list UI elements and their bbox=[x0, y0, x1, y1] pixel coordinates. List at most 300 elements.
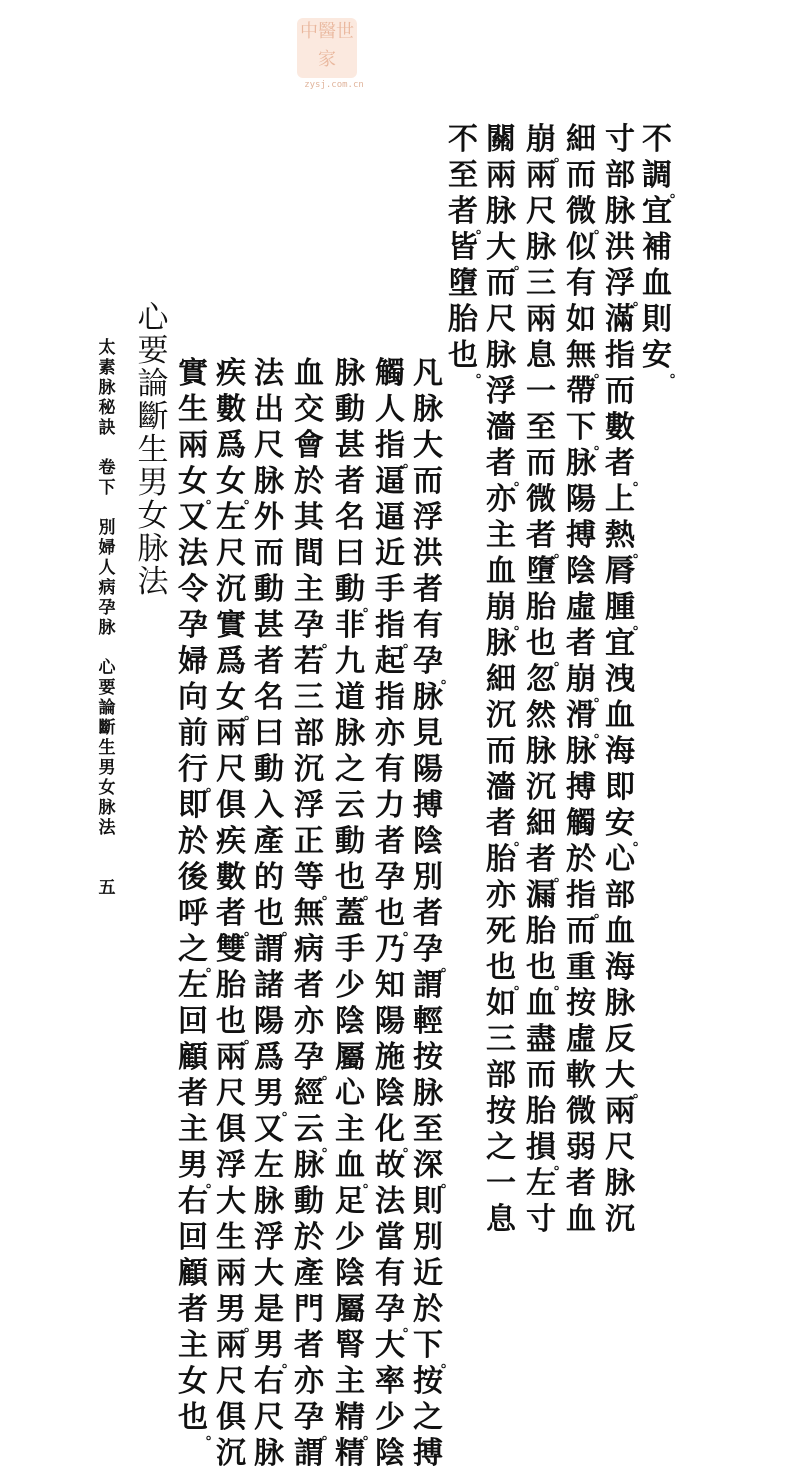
glyph: 於 bbox=[178, 824, 208, 859]
glyph: 陽 bbox=[375, 1004, 405, 1039]
glyph: 尺 bbox=[254, 428, 284, 463]
glyph: 會 bbox=[294, 428, 324, 463]
glyph: 九 bbox=[335, 644, 365, 679]
glyph: 云 。 bbox=[294, 1112, 336, 1155]
glyph: 亦 bbox=[375, 716, 405, 751]
punctuation-circle: 。 bbox=[554, 869, 568, 885]
glyph: 墮 bbox=[448, 266, 478, 301]
glyph: 男 。 bbox=[216, 1292, 258, 1335]
glyph: 數 bbox=[216, 860, 246, 895]
glyph: 無 。 bbox=[566, 338, 608, 381]
glyph: 者 bbox=[294, 968, 324, 1003]
punctuation-circle: 。 bbox=[670, 365, 684, 381]
glyph: 似 bbox=[566, 230, 596, 265]
glyph: 大 bbox=[254, 1256, 284, 1291]
glyph: 指 bbox=[605, 338, 635, 373]
punctuation-circle: 。 bbox=[403, 1319, 417, 1335]
glyph: 斷 bbox=[137, 399, 169, 435]
glyph: 法 bbox=[98, 818, 116, 838]
glyph: 弱 bbox=[566, 1130, 596, 1165]
glyph: 左 bbox=[178, 968, 208, 1003]
punctuation-circle: 。 bbox=[206, 779, 220, 795]
glyph: 沉 bbox=[486, 698, 516, 733]
punctuation-circle: 。 bbox=[363, 599, 377, 615]
glyph: 上 bbox=[605, 482, 635, 517]
glyph: 三 bbox=[486, 1022, 516, 1057]
glyph: 生 bbox=[178, 392, 208, 427]
glyph: 施 bbox=[375, 1040, 405, 1075]
glyph: 海 bbox=[605, 734, 635, 769]
glyph: 男 。 bbox=[254, 1076, 296, 1119]
glyph: 熱 。 bbox=[605, 518, 647, 561]
footer-book-title bbox=[92, 338, 122, 438]
glyph: 名 bbox=[254, 680, 284, 715]
glyph: 脉 bbox=[605, 194, 635, 229]
glyph: 孕 。 bbox=[294, 608, 336, 651]
glyph: 少 bbox=[375, 1400, 405, 1435]
glyph: 陰 bbox=[375, 1436, 405, 1471]
glyph: 一 bbox=[526, 374, 556, 409]
glyph: 婦 bbox=[178, 644, 208, 679]
text-column-4 bbox=[524, 122, 568, 1238]
glyph: 門 bbox=[294, 1292, 324, 1327]
glyph: 別 bbox=[413, 1220, 443, 1255]
glyph: 俱 bbox=[216, 1112, 246, 1147]
column-text bbox=[176, 356, 220, 1443]
glyph: 者 。 bbox=[526, 842, 568, 885]
glyph: 尺 bbox=[254, 1400, 284, 1435]
glyph: 曰 bbox=[335, 536, 365, 571]
glyph: 崩 。 bbox=[566, 662, 608, 705]
glyph: 入 bbox=[254, 788, 284, 823]
punctuation-circle: 。 bbox=[322, 1067, 336, 1083]
glyph: 血 bbox=[526, 986, 556, 1021]
glyph: 血 bbox=[642, 266, 672, 301]
glyph: 屬 bbox=[335, 1040, 365, 1075]
glyph: 心 bbox=[605, 842, 635, 877]
punctuation-circle: 。 bbox=[633, 833, 647, 849]
glyph: 於 bbox=[294, 464, 324, 499]
glyph: 死 bbox=[486, 914, 516, 949]
text-column-13 bbox=[176, 356, 220, 1443]
watermark-logo-text: 中醫世家 bbox=[300, 21, 354, 70]
glyph: 者 。 bbox=[486, 806, 528, 849]
glyph: 細 bbox=[526, 806, 556, 841]
glyph: 胎 bbox=[526, 590, 556, 625]
glyph: 足 bbox=[335, 1184, 365, 1219]
glyph: 而 bbox=[254, 536, 284, 571]
glyph: 孕 。 bbox=[413, 932, 455, 975]
glyph: 宜 bbox=[642, 194, 672, 229]
glyph: 脉 bbox=[566, 734, 596, 769]
glyph: 力 bbox=[375, 788, 405, 823]
glyph: 有 bbox=[375, 1256, 405, 1291]
column-text bbox=[524, 122, 568, 1238]
glyph: 兩 bbox=[526, 158, 556, 193]
glyph: 而 bbox=[566, 158, 596, 193]
glyph: 非 bbox=[335, 608, 365, 643]
glyph: 主 bbox=[294, 572, 324, 607]
punctuation-circle: 。 bbox=[206, 491, 220, 507]
glyph: 故 bbox=[375, 1148, 405, 1183]
glyph: 脉 bbox=[526, 230, 556, 265]
glyph: 部 bbox=[605, 878, 635, 913]
glyph: 浮 bbox=[254, 1220, 284, 1255]
glyph: 微 bbox=[526, 482, 556, 517]
glyph: 動 bbox=[254, 572, 284, 607]
glyph: 血 bbox=[605, 698, 635, 733]
glyph: 外 bbox=[254, 500, 284, 535]
glyph: 脉 bbox=[294, 1148, 324, 1183]
glyph: 陽 bbox=[413, 752, 443, 787]
punctuation-circle: 。 bbox=[206, 959, 220, 975]
glyph: 女 bbox=[98, 778, 116, 798]
glyph: 率 bbox=[375, 1364, 405, 1399]
glyph: 也 。 bbox=[526, 626, 568, 669]
column-text bbox=[446, 122, 490, 381]
glyph: 胎 bbox=[216, 968, 246, 1003]
punctuation-circle: 。 bbox=[633, 545, 647, 561]
glyph: 而 bbox=[486, 734, 516, 769]
glyph: 脉 bbox=[413, 1076, 443, 1111]
glyph: 胎 bbox=[486, 842, 516, 877]
glyph: 秘 bbox=[98, 398, 116, 418]
glyph: 化 。 bbox=[375, 1112, 417, 1155]
punctuation-circle: 。 bbox=[514, 257, 528, 273]
punctuation-circle: 。 bbox=[403, 635, 417, 651]
glyph: 疾 bbox=[216, 356, 246, 391]
glyph: 正 bbox=[294, 824, 324, 859]
glyph: 陰 bbox=[566, 554, 596, 589]
glyph: 左 bbox=[216, 500, 246, 535]
footer-text bbox=[92, 658, 122, 838]
punctuation-circle: 。 bbox=[244, 1031, 258, 1047]
glyph: 逼 bbox=[375, 464, 405, 499]
glyph: 蓋 bbox=[335, 896, 365, 931]
glyph: 然 bbox=[526, 698, 556, 733]
glyph: 也 。 bbox=[486, 950, 528, 993]
glyph: 產 bbox=[254, 824, 284, 859]
glyph: 右 bbox=[178, 1184, 208, 1219]
glyph: 又 bbox=[178, 500, 208, 535]
glyph: 陰 bbox=[335, 1004, 365, 1039]
glyph: 男 。 bbox=[178, 1148, 220, 1191]
glyph: 數 bbox=[216, 392, 246, 427]
glyph: 者 。 bbox=[216, 896, 258, 939]
glyph: 脉 bbox=[335, 716, 365, 751]
glyph: 部 bbox=[294, 716, 324, 751]
punctuation-circle: 。 bbox=[594, 725, 608, 741]
glyph: 孕 bbox=[98, 598, 116, 618]
punctuation-circle: 。 bbox=[554, 653, 568, 669]
punctuation-circle: 。 bbox=[514, 833, 528, 849]
glyph: 血 。 bbox=[335, 1148, 377, 1191]
glyph: 沉 bbox=[216, 1436, 246, 1471]
glyph: 搏 bbox=[566, 770, 596, 805]
glyph: 孕 。 bbox=[294, 1400, 336, 1443]
glyph: 心 bbox=[335, 1076, 365, 1111]
glyph: 墮 bbox=[526, 554, 556, 589]
glyph: 於 bbox=[294, 1220, 324, 1255]
glyph: 忽 bbox=[526, 662, 556, 697]
glyph: 大 bbox=[375, 1328, 405, 1363]
punctuation-circle: 。 bbox=[633, 1085, 647, 1101]
glyph: 別 bbox=[413, 860, 443, 895]
glyph: 血 bbox=[605, 914, 635, 949]
glyph: 兩 bbox=[605, 1094, 635, 1129]
glyph: 輕 bbox=[413, 1004, 443, 1039]
glyph: 道 bbox=[335, 680, 365, 715]
glyph: 細 bbox=[486, 662, 516, 697]
glyph: 寸 bbox=[526, 1202, 556, 1237]
glyph: 卷 bbox=[98, 458, 116, 478]
punctuation-circle: 。 bbox=[441, 1355, 455, 1371]
glyph: 者 bbox=[178, 1076, 208, 1111]
text-column-12 bbox=[214, 356, 258, 1472]
glyph: 微 。 bbox=[566, 194, 608, 237]
punctuation-circle: 。 bbox=[441, 959, 455, 975]
glyph: 者 bbox=[294, 1328, 324, 1363]
glyph: 則 bbox=[642, 302, 672, 337]
glyph: 脉 bbox=[335, 356, 365, 391]
punctuation-circle: 。 bbox=[244, 1319, 258, 1335]
glyph: 法 bbox=[375, 1184, 405, 1219]
glyph: 知 bbox=[375, 968, 405, 1003]
footer-volume bbox=[92, 458, 122, 498]
glyph: 要 bbox=[137, 333, 169, 369]
glyph: 損 。 bbox=[526, 1130, 568, 1173]
glyph: 法 bbox=[178, 536, 208, 571]
glyph: 之 。 bbox=[178, 932, 220, 975]
glyph: 脉 bbox=[98, 378, 116, 398]
punctuation-circle: 。 bbox=[554, 545, 568, 561]
glyph: 陰 bbox=[375, 1076, 405, 1111]
glyph: 孕 。 bbox=[375, 1292, 417, 1335]
glyph: 甚 bbox=[254, 608, 284, 643]
glyph: 胎 bbox=[526, 1094, 556, 1129]
punctuation-circle: 。 bbox=[670, 185, 684, 201]
glyph: 心 bbox=[137, 300, 169, 336]
glyph: 精 。 bbox=[335, 1400, 377, 1443]
glyph: 男 bbox=[137, 465, 169, 501]
glyph: 女 。 bbox=[216, 680, 258, 723]
punctuation-circle: 。 bbox=[322, 1427, 336, 1443]
glyph: 屬 bbox=[335, 1292, 365, 1327]
glyph: 間 bbox=[294, 536, 324, 571]
glyph: 者 bbox=[375, 824, 405, 859]
glyph: 近 bbox=[375, 536, 405, 571]
glyph: 素 bbox=[98, 358, 116, 378]
glyph: 孕 bbox=[375, 860, 405, 895]
glyph: 者 bbox=[413, 896, 443, 931]
column-text bbox=[411, 356, 455, 1472]
glyph: 要 bbox=[98, 678, 116, 698]
text-column-2 bbox=[603, 122, 647, 1238]
glyph: 脉 bbox=[254, 1436, 284, 1471]
glyph: 指 。 bbox=[375, 428, 417, 471]
glyph: 脉 bbox=[605, 986, 635, 1021]
glyph: 謂 bbox=[254, 932, 284, 967]
glyph: 洪 bbox=[605, 230, 635, 265]
glyph: 手 bbox=[335, 932, 365, 967]
glyph: 亦 bbox=[294, 1004, 324, 1039]
glyph: 者 bbox=[566, 626, 596, 661]
glyph: 者 。 bbox=[448, 194, 490, 237]
glyph: 回 bbox=[178, 1004, 208, 1039]
glyph: 謂 bbox=[294, 1436, 324, 1471]
glyph: 不 bbox=[642, 122, 672, 157]
glyph: 向 bbox=[178, 680, 208, 715]
glyph: 沉 bbox=[216, 572, 246, 607]
glyph: 息 bbox=[486, 1202, 516, 1237]
glyph: 微 bbox=[566, 1094, 596, 1129]
punctuation-circle: 。 bbox=[363, 1175, 377, 1191]
glyph: 產 bbox=[294, 1256, 324, 1291]
glyph: 孕 bbox=[178, 608, 208, 643]
glyph: 沉 bbox=[605, 1202, 635, 1237]
glyph: 左 bbox=[526, 1166, 556, 1201]
glyph: 而 bbox=[526, 446, 556, 481]
glyph: 無 bbox=[294, 896, 324, 931]
glyph: 女 。 bbox=[216, 464, 258, 507]
glyph: 浮 bbox=[413, 500, 443, 535]
glyph: 尺 bbox=[216, 1364, 246, 1399]
glyph: 精 bbox=[335, 1436, 365, 1471]
glyph: 交 bbox=[294, 392, 324, 427]
punctuation-circle: 。 bbox=[244, 491, 258, 507]
glyph: 有 bbox=[375, 752, 405, 787]
glyph: 血 bbox=[566, 1202, 596, 1237]
glyph: 至 bbox=[448, 158, 478, 193]
glyph: 動 bbox=[294, 1184, 324, 1219]
glyph: 者 bbox=[413, 572, 443, 607]
glyph: 俱 bbox=[216, 788, 246, 823]
punctuation-circle: 。 bbox=[441, 1175, 455, 1191]
glyph: 動 bbox=[335, 824, 365, 859]
glyph: 滿 bbox=[605, 302, 635, 337]
glyph: 俱 bbox=[216, 1400, 246, 1435]
glyph: 補 bbox=[642, 230, 672, 265]
glyph: 崩 。 bbox=[486, 590, 528, 633]
glyph: 動 。 bbox=[335, 572, 377, 615]
glyph: 而 bbox=[526, 1058, 556, 1093]
column-text bbox=[603, 122, 647, 1238]
glyph: 謂 bbox=[413, 968, 443, 1003]
punctuation-circle: 。 bbox=[206, 1175, 220, 1191]
glyph: 指 bbox=[375, 680, 405, 715]
glyph: 按 bbox=[413, 1364, 443, 1399]
glyph: 指 。 bbox=[566, 878, 608, 921]
glyph: 海 bbox=[605, 950, 635, 985]
glyph: 生 bbox=[98, 738, 116, 758]
glyph: 細 bbox=[566, 122, 596, 157]
glyph: 主 bbox=[335, 1364, 365, 1399]
punctuation-circle: 。 bbox=[403, 1139, 417, 1155]
glyph: 也 。 bbox=[178, 1400, 220, 1443]
glyph: 而 bbox=[605, 374, 635, 409]
glyph: 的 bbox=[254, 860, 284, 895]
glyph: 大 。 bbox=[486, 230, 528, 273]
glyph: 而 bbox=[413, 464, 443, 499]
glyph: 重 bbox=[566, 950, 596, 985]
glyph: 如 bbox=[566, 302, 596, 337]
glyph: 脉 bbox=[98, 798, 116, 818]
glyph: 之 bbox=[335, 752, 365, 787]
footer-section bbox=[92, 658, 122, 838]
glyph: 實 bbox=[216, 608, 246, 643]
punctuation-circle: 。 bbox=[322, 887, 336, 903]
glyph: 者 。 bbox=[486, 446, 528, 489]
glyph: 兩 bbox=[216, 716, 246, 751]
glyph: 孕 。 bbox=[294, 1040, 336, 1083]
glyph: 安 。 bbox=[605, 806, 647, 849]
glyph: 搏 bbox=[566, 518, 596, 553]
glyph: 五 bbox=[98, 878, 116, 898]
glyph: 脉 bbox=[566, 446, 596, 481]
glyph: 三 bbox=[294, 680, 324, 715]
glyph: 者 bbox=[566, 1166, 596, 1201]
glyph: 等 。 bbox=[294, 860, 336, 903]
punctuation-circle: 。 bbox=[282, 1355, 296, 1371]
punctuation-circle: 。 bbox=[244, 707, 258, 723]
glyph: 血 bbox=[294, 356, 324, 391]
glyph: 脉 bbox=[486, 626, 516, 661]
glyph: 宜 bbox=[605, 626, 635, 661]
glyph: 呼 bbox=[178, 896, 208, 931]
glyph: 左 bbox=[254, 1148, 284, 1183]
section-heading bbox=[136, 300, 170, 600]
footer-chapter bbox=[92, 518, 122, 638]
glyph: 如 bbox=[486, 986, 516, 1021]
punctuation-circle: 。 bbox=[554, 1157, 568, 1173]
glyph: 訣 bbox=[98, 418, 116, 438]
glyph: 而 bbox=[566, 914, 596, 949]
glyph: 顧 bbox=[178, 1256, 208, 1291]
glyph: 主 bbox=[178, 1328, 208, 1363]
glyph: 諸 bbox=[254, 968, 284, 1003]
punctuation-circle: 。 bbox=[633, 473, 647, 489]
punctuation-circle: 。 bbox=[476, 221, 490, 237]
glyph: 太 bbox=[98, 338, 116, 358]
glyph: 法 bbox=[254, 356, 284, 391]
glyph: 漏 bbox=[526, 878, 556, 913]
text-column-7 bbox=[411, 356, 455, 1472]
glyph: 兩 bbox=[526, 302, 556, 337]
glyph: 見 bbox=[413, 716, 443, 751]
glyph: 手 bbox=[375, 572, 405, 607]
glyph: 後 bbox=[178, 860, 208, 895]
glyph: 而 bbox=[486, 266, 516, 301]
glyph: 爲 bbox=[216, 428, 246, 463]
glyph: 兩 bbox=[216, 1328, 246, 1363]
page-footer bbox=[92, 338, 122, 898]
footer-text bbox=[92, 338, 122, 438]
glyph: 出 bbox=[254, 392, 284, 427]
glyph: 濇 bbox=[486, 410, 516, 445]
glyph: 回 bbox=[178, 1220, 208, 1255]
glyph: 部 bbox=[486, 1058, 516, 1093]
punctuation-circle: 。 bbox=[554, 977, 568, 993]
glyph: 洩 bbox=[605, 662, 635, 697]
punctuation-circle: 。 bbox=[244, 923, 258, 939]
watermark-url: zysj.com.cn bbox=[304, 80, 364, 90]
footer-page-number bbox=[92, 878, 122, 898]
glyph: 兩 bbox=[486, 158, 516, 193]
glyph: 若 bbox=[294, 644, 324, 679]
glyph: 浮 bbox=[294, 788, 324, 823]
footer-text bbox=[92, 878, 122, 898]
glyph: 腎 bbox=[335, 1328, 365, 1363]
